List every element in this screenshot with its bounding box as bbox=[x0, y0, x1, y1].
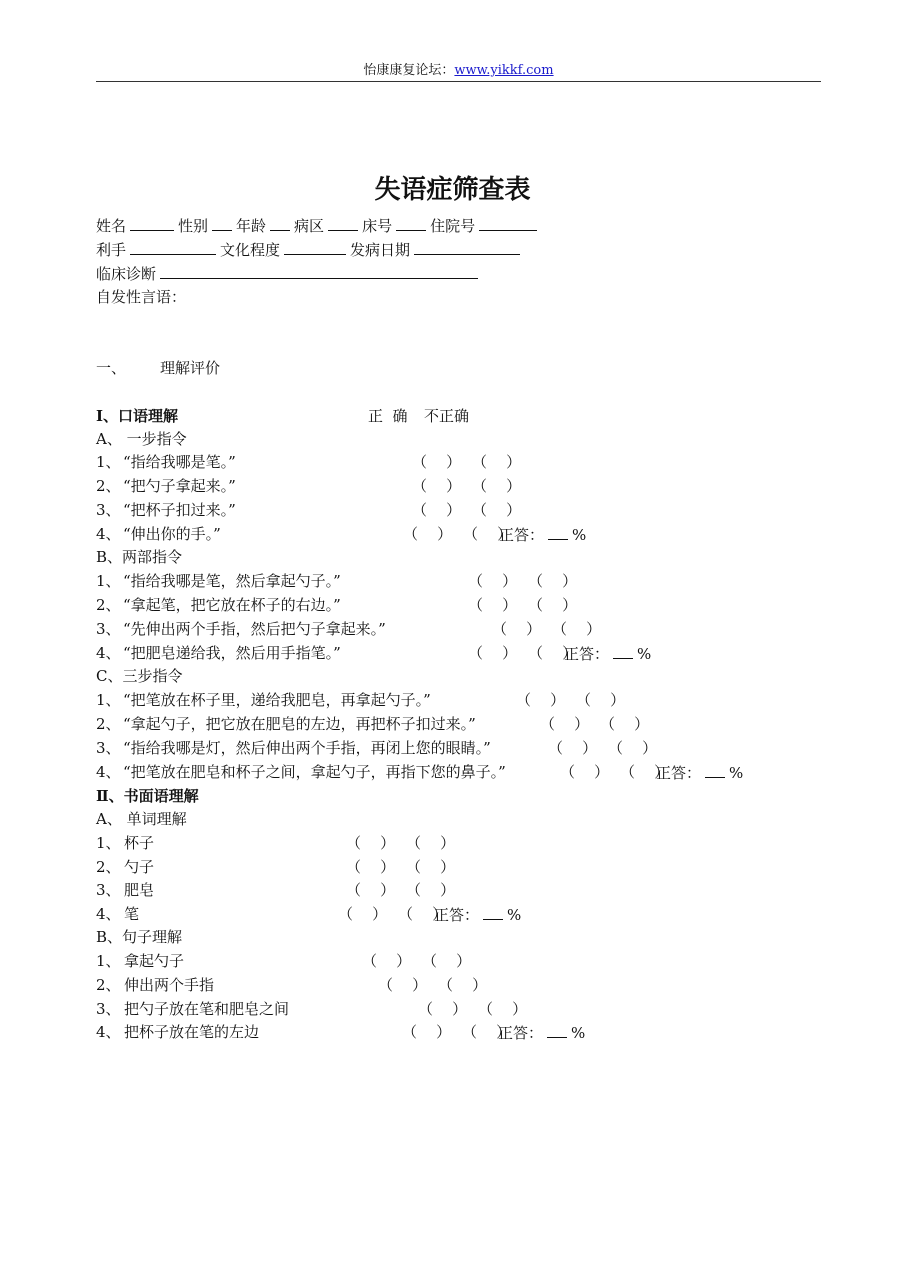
item-number: 4、 bbox=[96, 1023, 121, 1041]
incorrect-checkbox[interactable]: （ ） bbox=[406, 858, 456, 876]
patient-info-line-1 bbox=[96, 215, 541, 236]
item-number: 4、 bbox=[96, 905, 121, 923]
incorrect-checkbox[interactable]: （ ） bbox=[608, 739, 658, 757]
item-number: 2、 bbox=[96, 596, 121, 614]
incorrect-checkbox[interactable]: （ ） bbox=[600, 715, 650, 733]
incorrect-checkbox[interactable]: （ ） bbox=[472, 477, 522, 495]
incorrect-checkbox[interactable]: （ ） bbox=[528, 572, 578, 590]
correct-checkbox[interactable]: （ ） bbox=[378, 976, 428, 994]
score-field[interactable] bbox=[613, 643, 633, 659]
score-label: 正答： bbox=[498, 1024, 544, 1042]
item-text: “指给我哪是笔。” bbox=[123, 453, 236, 471]
incorrect-checkbox[interactable]: （ ） bbox=[438, 976, 488, 994]
score-label: 正答： bbox=[656, 764, 702, 782]
correct-checkbox[interactable]: （ ） bbox=[492, 620, 542, 638]
incorrect-checkbox[interactable]: （ ） bbox=[398, 905, 448, 923]
percent-sign: % bbox=[572, 526, 587, 544]
incorrect-checkbox[interactable]: （ ） bbox=[472, 501, 522, 519]
item-number: 2、 bbox=[96, 858, 121, 876]
correct-checkbox[interactable]: （ ） bbox=[418, 1000, 468, 1018]
correct-checkbox[interactable]: （ ） bbox=[346, 881, 396, 899]
score-summary bbox=[498, 1022, 585, 1043]
correct-checkbox[interactable]: （ ） bbox=[412, 501, 462, 519]
part1-title: Ⅰ、口语理解 bbox=[96, 407, 179, 425]
score-label: 正答： bbox=[499, 526, 545, 544]
score-summary bbox=[656, 762, 743, 783]
correct-checkbox[interactable]: （ ） bbox=[402, 1023, 452, 1041]
incorrect-checkbox[interactable]: （ ） bbox=[406, 881, 456, 899]
incorrect-checkbox[interactable]: （ ） bbox=[552, 620, 602, 638]
correct-checkbox[interactable]: （ ） bbox=[560, 763, 610, 781]
incorrect-checkbox[interactable]: （ ） bbox=[528, 644, 578, 662]
item-number: 4、 bbox=[96, 763, 121, 781]
col-incorrect-header: 不正确 bbox=[424, 407, 470, 425]
correct-checkbox[interactable]: （ ） bbox=[346, 834, 396, 852]
group-label: B、句子理解 bbox=[96, 928, 183, 946]
education-label: 文化程度 bbox=[220, 241, 281, 259]
correct-checkbox[interactable]: （ ） bbox=[403, 525, 453, 543]
page-header bbox=[96, 62, 821, 80]
incorrect-checkbox[interactable]: （ ） bbox=[462, 1023, 512, 1041]
item-number: 3、 bbox=[96, 1000, 121, 1018]
incorrect-checkbox[interactable]: （ ） bbox=[620, 763, 670, 781]
item-number: 1、 bbox=[96, 834, 121, 852]
score-label: 正答： bbox=[564, 645, 610, 663]
score-field[interactable] bbox=[547, 1022, 567, 1038]
item-number: 1、 bbox=[96, 691, 121, 709]
score-summary bbox=[434, 904, 521, 925]
item-text: “先伸出两个手指，然后把勺子拿起来。” bbox=[123, 620, 386, 638]
item-text: “把杯子扣过来。” bbox=[123, 501, 236, 519]
item-text: 把勺子放在笔和肥皂之间 bbox=[124, 1000, 290, 1018]
spontaneous-speech-label: 自发性言语： bbox=[96, 288, 187, 306]
item-text: “把勺子拿起来。” bbox=[123, 477, 236, 495]
correct-checkbox[interactable]: （ ） bbox=[412, 453, 462, 471]
correct-checkbox[interactable]: （ ） bbox=[548, 739, 598, 757]
ward-field[interactable] bbox=[328, 215, 358, 231]
group-label: A、 单词理解 bbox=[96, 810, 187, 828]
header-divider bbox=[96, 81, 821, 82]
item-number: 3、 bbox=[96, 620, 121, 638]
admission-field[interactable] bbox=[479, 215, 537, 231]
ward-label: 病区 bbox=[294, 217, 325, 235]
part2-title: Ⅱ、书面语理解 bbox=[96, 787, 199, 805]
incorrect-checkbox[interactable]: （ ） bbox=[478, 1000, 528, 1018]
education-field[interactable] bbox=[284, 239, 346, 255]
item-number: 1、 bbox=[96, 453, 121, 471]
score-label: 正答： bbox=[434, 906, 480, 924]
item-number: 3、 bbox=[96, 501, 121, 519]
incorrect-checkbox[interactable]: （ ） bbox=[576, 691, 626, 709]
item-number: 3、 bbox=[96, 881, 121, 899]
age-label: 年龄 bbox=[236, 217, 267, 235]
group-label: A、 一步指令 bbox=[96, 430, 187, 448]
bed-field[interactable] bbox=[396, 215, 426, 231]
item-number: 2、 bbox=[96, 477, 121, 495]
section-title: 理解评价 bbox=[160, 359, 221, 377]
incorrect-checkbox[interactable]: （ ） bbox=[422, 952, 472, 970]
correct-checkbox[interactable]: （ ） bbox=[468, 596, 518, 614]
item-number: 4、 bbox=[96, 525, 121, 543]
patient-info-line-3 bbox=[96, 263, 482, 284]
name-field[interactable] bbox=[130, 215, 174, 231]
item-text: “把笔放在肥皂和杯子之间，拿起勺子，再指下您的鼻子。” bbox=[123, 763, 506, 781]
item-number: 1、 bbox=[96, 952, 121, 970]
item-text: 杯子 bbox=[124, 834, 155, 852]
item-text: “指给我哪是灯，然后伸出两个手指，再闭上您的眼睛。” bbox=[123, 739, 491, 757]
incorrect-checkbox[interactable]: （ ） bbox=[406, 834, 456, 852]
name-label: 姓名 bbox=[96, 217, 127, 235]
item-text: 肥皂 bbox=[124, 881, 155, 899]
score-summary bbox=[564, 643, 651, 664]
score-field[interactable] bbox=[705, 762, 725, 778]
age-field[interactable] bbox=[270, 215, 290, 231]
score-summary bbox=[499, 524, 586, 545]
correct-checkbox[interactable]: （ ） bbox=[540, 715, 590, 733]
item-text: “伸出你的手。” bbox=[123, 525, 221, 543]
incorrect-checkbox[interactable]: （ ） bbox=[528, 596, 578, 614]
sex-label: 性别 bbox=[178, 217, 209, 235]
page-title: 失语症筛查表 bbox=[374, 175, 531, 205]
correct-checkbox[interactable]: （ ） bbox=[468, 644, 518, 662]
correct-checkbox[interactable]: （ ） bbox=[362, 952, 412, 970]
correct-checkbox[interactable]: （ ） bbox=[412, 477, 462, 495]
item-text: 拿起勺子 bbox=[124, 952, 185, 970]
item-text: 勺子 bbox=[124, 858, 155, 876]
header-url-link[interactable]: www.yikkf.com bbox=[454, 63, 554, 78]
correct-checkbox[interactable]: （ ） bbox=[346, 858, 396, 876]
section-number: 一、 bbox=[96, 359, 127, 377]
item-number: 2、 bbox=[96, 976, 121, 994]
item-text: 笔 bbox=[124, 905, 140, 923]
correct-checkbox[interactable]: （ ） bbox=[338, 905, 388, 923]
incorrect-checkbox[interactable]: （ ） bbox=[472, 453, 522, 471]
bed-label: 床号 bbox=[362, 217, 393, 235]
score-field[interactable] bbox=[548, 524, 568, 540]
item-number: 1、 bbox=[96, 572, 121, 590]
item-text: “拿起勺子，把它放在肥皂的左边，再把杯子扣过来。” bbox=[123, 715, 476, 733]
item-text: “拿起笔，把它放在杯子的右边。” bbox=[123, 596, 341, 614]
col-correct-header: 正 确 bbox=[368, 407, 408, 425]
diagnosis-field[interactable] bbox=[160, 263, 478, 279]
sex-field[interactable] bbox=[212, 215, 232, 231]
percent-sign: % bbox=[507, 906, 522, 924]
correct-checkbox[interactable]: （ ） bbox=[516, 691, 566, 709]
handedness-field[interactable] bbox=[130, 239, 216, 255]
percent-sign: % bbox=[571, 1024, 586, 1042]
item-text: 把杯子放在笔的左边 bbox=[124, 1023, 260, 1041]
score-field[interactable] bbox=[483, 904, 503, 920]
onset-label: 发病日期 bbox=[350, 241, 411, 259]
group-label: C、三步指令 bbox=[96, 667, 183, 685]
item-number: 2、 bbox=[96, 715, 121, 733]
diagnosis-label: 临床诊断 bbox=[96, 265, 157, 283]
incorrect-checkbox[interactable]: （ ） bbox=[463, 525, 513, 543]
onset-field[interactable] bbox=[414, 239, 520, 255]
percent-sign: % bbox=[729, 764, 744, 782]
header-site-label: 怡康康复论坛： bbox=[363, 63, 455, 78]
item-number: 3、 bbox=[96, 739, 121, 757]
item-text: 伸出两个手指 bbox=[124, 976, 215, 994]
item-text: “把笔放在杯子里，递给我肥皂，再拿起勺子。” bbox=[123, 691, 431, 709]
handedness-label: 利手 bbox=[96, 241, 127, 259]
patient-info-line-2 bbox=[96, 239, 524, 260]
percent-sign: % bbox=[637, 645, 652, 663]
item-text: “把肥皂递给我，然后用手指笔。” bbox=[123, 644, 341, 662]
admission-label: 住院号 bbox=[430, 217, 476, 235]
item-text: “指给我哪是笔，然后拿起勺子。” bbox=[123, 572, 341, 590]
item-number: 4、 bbox=[96, 644, 121, 662]
correct-checkbox[interactable]: （ ） bbox=[468, 572, 518, 590]
group-label: B、两部指令 bbox=[96, 548, 183, 566]
